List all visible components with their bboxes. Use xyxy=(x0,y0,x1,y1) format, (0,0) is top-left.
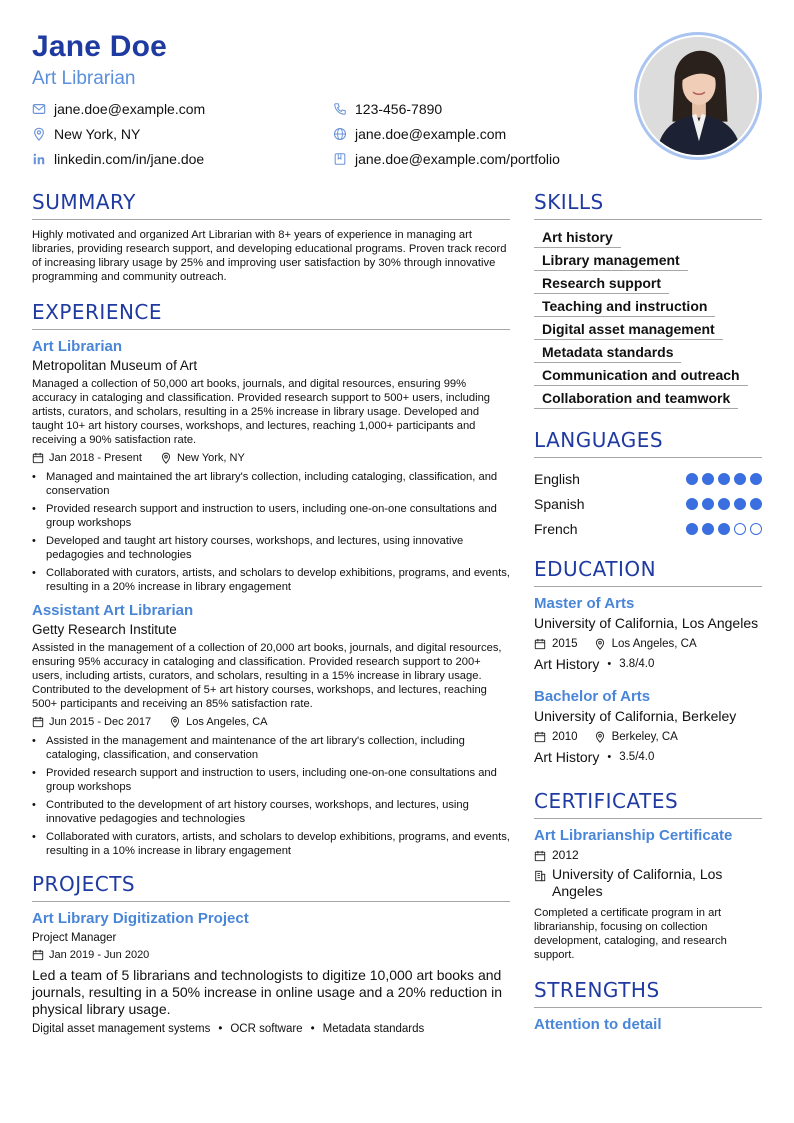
calendar-icon xyxy=(32,452,44,464)
list-item: • Assisted in the management and maintenance of the art library's collection, including cataloging, classification, and conservation xyxy=(32,734,510,762)
location-icon xyxy=(594,638,606,650)
certificate-title: Art Librarianship Certificate xyxy=(534,827,733,844)
education-meta xyxy=(534,636,762,652)
linkedin-icon xyxy=(32,152,46,166)
job-company: Getty Research Institute xyxy=(32,622,177,637)
education-location: Berkeley, CA xyxy=(611,731,678,743)
location-icon xyxy=(32,127,46,141)
avatar xyxy=(639,37,757,155)
level-dot-empty xyxy=(750,523,762,535)
job-title: Assistant Art Librarian xyxy=(32,602,194,619)
level-dot-filled xyxy=(750,498,762,510)
language-row xyxy=(534,466,762,491)
education-school: University of California, Berkeley xyxy=(534,708,737,724)
education-degree: Bachelor of Arts xyxy=(534,688,651,705)
phone-icon xyxy=(333,102,347,116)
language-name: English xyxy=(534,470,580,487)
education-degree: Master of Arts xyxy=(534,595,635,612)
job-title: Art Librarian xyxy=(32,338,123,355)
level-dot-empty xyxy=(734,523,746,535)
level-dot-filled xyxy=(686,473,698,485)
contact-text: jane.doe@example.com xyxy=(54,100,206,117)
list-item: • Provided research support and instruction to users, including one-on-one consultations and group workshops xyxy=(32,766,510,794)
job-location: Los Angeles, CA xyxy=(186,716,268,728)
calendar-icon xyxy=(534,731,546,743)
email-icon xyxy=(32,102,46,116)
contact-email[interactable] xyxy=(32,99,333,118)
language-name: French xyxy=(534,520,578,537)
level-dot-filled xyxy=(702,473,714,485)
skill-tag: Metadata standards xyxy=(534,343,681,363)
experience-section xyxy=(32,300,510,858)
summary-section xyxy=(32,190,510,284)
level-dot-filled xyxy=(718,523,730,535)
project-role: Project Manager xyxy=(32,932,117,944)
skill-tag: Research support xyxy=(534,274,669,294)
education-entry xyxy=(534,595,762,672)
education-section xyxy=(534,557,762,765)
language-level xyxy=(682,473,762,485)
education-school: University of California, Los Angeles xyxy=(534,615,759,631)
project-dates: Jan 2019 - Jun 2020 xyxy=(49,949,150,961)
bookmark-icon xyxy=(333,152,347,166)
certificate-institution-row xyxy=(534,866,762,900)
contact-portfolio[interactable] xyxy=(333,149,612,168)
list-item: • Collaborated with curators, artists, and scholars to develop exhibitions, programs, and events, resulting in a 10% increase in library engagement xyxy=(32,830,510,858)
project-entry xyxy=(32,910,510,1035)
skills-heading: SKILLS xyxy=(534,190,762,220)
profile-photo xyxy=(639,37,757,155)
contact-location xyxy=(32,124,333,143)
job-description: Managed a collection of 50,000 art books, journals, and digital resources, ensuring 99% accuracy in cataloging and classification. Provided research support to 500+ users, including artists, curators, and scholars, resulting in a 25% increase in library usage. Developed and taught 10+ art history courses, workshops, and lectures, reaching 1,000+ participants and receiving a 90% satisfaction rate. xyxy=(32,378,491,446)
project-description: Led a team of 5 librarians and technologists to digitize 10,000 art books and journals, resulting in a 50% increase in online usage and a 20% reduction in physical library usage. xyxy=(32,967,503,1017)
experience-heading: EXPERIENCE xyxy=(32,300,510,330)
candidate-name: Jane Doe xyxy=(32,30,167,63)
education-gpa: 3.8/4.0 xyxy=(619,658,655,670)
calendar-icon xyxy=(534,850,546,862)
job-entry xyxy=(32,602,510,858)
skill-tag: Art history xyxy=(534,228,621,248)
level-dot-filled xyxy=(702,498,714,510)
job-description: Assisted in the management of a collection of 20,000 art books, journals, and digital resources, ensuring 95% accuracy in cataloging and classification. Provided research support to 200+ users, including artists, curators, and scholars, resulting in a 15% increase in library usage. Contributed to the development of 5+ art history courses, workshops, and lectures, reaching 500+ participants and receiving an 85% satisfaction rate. xyxy=(32,642,502,710)
projects-section xyxy=(32,872,510,1035)
education-field-row: Art History • 3.8/4.0 xyxy=(534,656,655,672)
project-title: Art Library Digitization Project xyxy=(32,910,249,927)
education-meta xyxy=(534,729,762,745)
skill-tag: Digital asset management xyxy=(534,320,723,340)
job-dates: Jun 2015 - Dec 2017 xyxy=(49,716,152,728)
globe-icon xyxy=(333,127,347,141)
level-dot-filled xyxy=(750,473,762,485)
project-meta xyxy=(32,947,510,963)
level-dot-filled xyxy=(686,498,698,510)
contact-text: New York, NY xyxy=(54,125,141,142)
job-location: New York, NY xyxy=(176,452,245,464)
job-bullets xyxy=(32,470,510,594)
skills-list xyxy=(534,228,762,412)
strengths-heading: STRENGTHS xyxy=(534,978,762,1008)
calendar-icon xyxy=(534,638,546,650)
strength-item: Attention to detail xyxy=(534,1016,662,1033)
education-field-row: Art History • 3.5/4.0 xyxy=(534,749,655,765)
right-column xyxy=(534,190,762,1033)
level-dot-filled xyxy=(734,473,746,485)
calendar-icon xyxy=(32,949,44,961)
list-item: • Developed and taught art history courses, workshops, and lectures, using innovative pedagogies and technologies xyxy=(32,534,510,562)
job-meta xyxy=(32,450,510,466)
profile-photo-frame xyxy=(634,32,762,160)
skill-tag: Teaching and instruction xyxy=(534,297,715,317)
certificates-section xyxy=(534,789,762,962)
contact-text: jane.doe@example.com/portfolio xyxy=(355,150,560,167)
language-level xyxy=(682,523,762,535)
language-row xyxy=(534,491,762,516)
project-tag: Digital asset management systems xyxy=(32,1023,211,1035)
list-item: • Managed and maintained the art library's collection, including cataloging, classification, and conservation xyxy=(32,470,510,498)
language-name: Spanish xyxy=(534,495,585,512)
contact-phone[interactable] xyxy=(333,99,612,118)
summary-heading: SUMMARY xyxy=(32,190,510,220)
level-dot-filled xyxy=(734,498,746,510)
level-dot-filled xyxy=(686,523,698,535)
location-icon xyxy=(160,452,172,464)
certificates-heading: CERTIFICATES xyxy=(534,789,762,819)
contact-text: linkedin.com/in/jane.doe xyxy=(54,150,205,167)
building-icon xyxy=(534,870,546,882)
job-company: Metropolitan Museum of Art xyxy=(32,358,198,373)
education-location: Los Angeles, CA xyxy=(611,638,697,650)
contact-text: jane.doe@example.com xyxy=(355,125,507,142)
job-meta xyxy=(32,714,510,730)
education-year: 2015 xyxy=(552,638,578,650)
education-heading: EDUCATION xyxy=(534,557,762,587)
list-item: • Provided research support and instruction to users, including one-on-one consultations and group workshops xyxy=(32,502,510,530)
job-dates: Jan 2018 - Present xyxy=(49,452,142,464)
contact-linkedin[interactable] xyxy=(32,149,333,168)
job-bullets xyxy=(32,734,510,858)
location-icon xyxy=(169,716,181,728)
skill-tag: Library management xyxy=(534,251,688,271)
project-tags: Digital asset management systems • OCR software • Metadata standards xyxy=(32,1023,425,1035)
strengths-section xyxy=(534,978,762,1033)
skill-tag: Communication and outreach xyxy=(534,366,748,386)
summary-text: Highly motivated and organized Art Librarian with 8+ years of experience in managing art libraries, providing research support, and developing educational programs. Proven track record of increasing library usage by 25% and improving user satisfaction by 30% through innovative programming and community outreach. xyxy=(32,229,507,283)
contact-text: 123-456-7890 xyxy=(355,100,443,117)
education-gpa: 3.5/4.0 xyxy=(619,751,655,763)
project-tag: OCR software xyxy=(230,1023,303,1035)
contact-list xyxy=(32,99,612,168)
list-item: • Collaborated with curators, artists, and scholars to develop exhibitions, programs, and events, resulting in a 20% increase in library engagement xyxy=(32,566,510,594)
certificate-date-row xyxy=(534,848,762,862)
education-field: Art History xyxy=(534,656,600,672)
language-level xyxy=(682,498,762,510)
certificate-description: Completed a certificate program in art librarianship, focusing on collection development, cataloging, and research support. xyxy=(534,907,727,961)
certificate-institution: University of California, Los Angeles xyxy=(552,866,723,899)
job-entry xyxy=(32,338,510,594)
languages-section xyxy=(534,428,762,541)
location-icon xyxy=(594,731,606,743)
skill-tag: Collaboration and teamwork xyxy=(534,389,738,409)
language-row xyxy=(534,516,762,541)
education-entry xyxy=(534,688,762,765)
education-field: Art History xyxy=(534,749,600,765)
languages-heading: LANGUAGES xyxy=(534,428,762,458)
certificate-entry xyxy=(534,827,762,962)
list-item: • Contributed to the development of art history courses, workshops, and lectures, using innovative pedagogies and technologies xyxy=(32,798,510,826)
skills-section xyxy=(534,190,762,412)
projects-heading: PROJECTS xyxy=(32,872,510,902)
calendar-icon xyxy=(32,716,44,728)
candidate-role: Art Librarian xyxy=(32,68,136,89)
certificate-year: 2012 xyxy=(552,848,579,862)
contact-website[interactable] xyxy=(333,124,612,143)
education-year: 2010 xyxy=(552,731,578,743)
level-dot-filled xyxy=(702,523,714,535)
project-tag: Metadata standards xyxy=(322,1023,425,1035)
level-dot-filled xyxy=(718,498,730,510)
level-dot-filled xyxy=(718,473,730,485)
left-column xyxy=(32,190,510,1035)
